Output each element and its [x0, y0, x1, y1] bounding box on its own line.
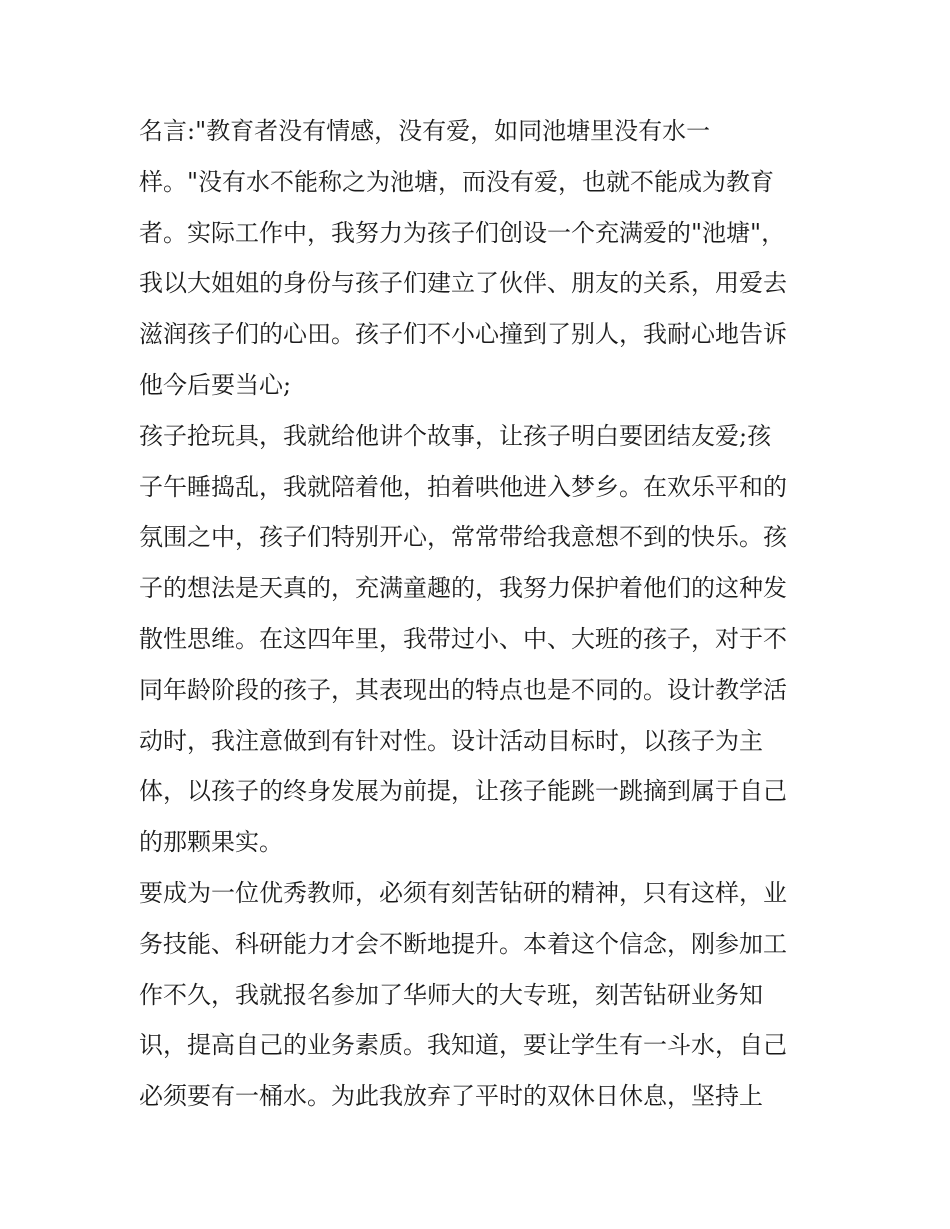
text-line: 体，以孩子的终身发展为前提，让孩子能跳一跳摘到属于自己 — [139, 777, 787, 806]
text-line: 者。实际工作中，我努力为孩子们创设一个充满爱的"池塘"， — [139, 218, 786, 247]
body-text — [139, 106, 819, 1122]
text-line: 样。"没有水不能称之为池塘，而没有爱，也就不能成为教育 — [139, 167, 775, 196]
text-line: 识，提高自己的业务素质。我知道，要让学生有一斗水，自己 — [139, 1031, 787, 1060]
text-line: 务技能、科研能力才会不断地提升。本着这个信念，刚参加工 — [139, 929, 787, 958]
text-line: 名言:"教育者没有情感，没有爱，如同池塘里没有水一 — [139, 117, 711, 145]
text-line: 动时，我注意做到有针对性。设计活动目标时，以孩子为主 — [139, 726, 763, 755]
text-line: 我以大姐姐的身份与孩子们建立了伙伴、朋友的关系，用爱去 — [139, 269, 787, 298]
text-line: 作不久，我就报名参加了华师大的大专班，刻苦钻研业务知 — [139, 980, 763, 1009]
text-line: 要成为一位优秀教师，必须有刻苦钻研的精神，只有这样，业 — [139, 878, 787, 907]
text-line: 散性思维。在这四年里，我带过小、中、大班的孩子，对于不 — [139, 624, 787, 653]
text-line: 氛围之中，孩子们特别开心，常常带给我意想不到的快乐。孩 — [139, 523, 787, 552]
text-line: 孩子抢玩具，我就给他讲个故事，让孩子明白要团结友爱;孩 — [139, 421, 772, 450]
text-line: 他今后要当心; — [139, 370, 292, 399]
text-line: 的那颗果实。 — [139, 828, 283, 857]
text-line: 必须要有一桶水。为此我放弃了平时的双休日休息，坚持上 — [139, 1082, 763, 1111]
text-line: 子午睡捣乱，我就陪着他，拍着哄他进入梦乡。在欢乐平和的 — [139, 472, 787, 501]
text-line: 子的想法是天真的，充满童趣的，我努力保护着他们的这种发 — [139, 574, 787, 603]
text-line: 滋润孩子们的心田。孩子们不小心撞到了别人，我耐心地告诉 — [139, 320, 787, 349]
text-line: 同年龄阶段的孩子，其表现出的特点也是不同的。设计教学活 — [139, 675, 787, 704]
